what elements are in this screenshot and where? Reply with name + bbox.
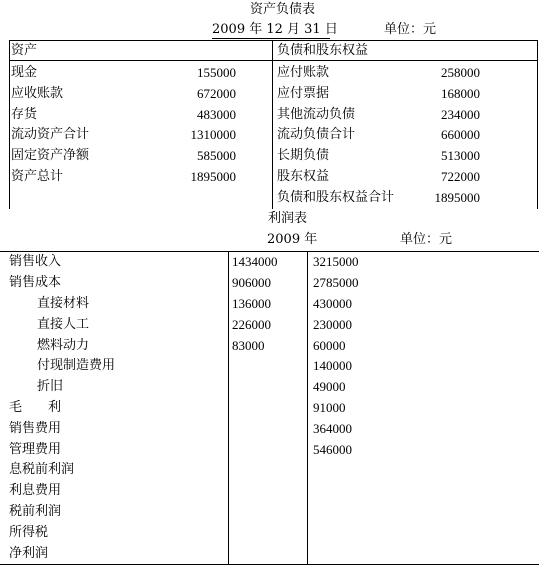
asset-value: 1310000 [190,127,236,142]
bs-header-rule [9,60,537,61]
income-row-label: 直接材料 [37,296,90,311]
asset-label: 固定资产净额 [11,148,90,163]
income-row-value-1: 226000 [232,317,271,332]
income-row-label: 管理费用 [9,442,62,457]
income-row-label: 销售费用 [9,421,62,436]
date-underline [212,38,330,39]
asset-label: 流动资产合计 [11,127,90,142]
income-row-label: 销售收入 [9,254,62,269]
income-row-value-2: 3215000 [313,254,359,269]
balance-sheet-date: 2009 年 12 月 31 日 [212,22,338,37]
bs-right-border [537,40,538,209]
liability-value: 234000 [441,107,480,122]
income-row-label: 燃料动力 [37,338,90,353]
liability-value: 722000 [441,169,480,184]
income-statement-unit: 单位：元 [400,232,453,247]
liability-label: 应付账款 [277,65,330,80]
income-row-value-1: 83000 [232,338,265,353]
liability-label: 股东权益 [277,169,330,184]
income-row-value-2: 140000 [313,358,352,373]
liability-label: 其他流动负债 [277,107,356,122]
liability-value: 660000 [441,127,480,142]
liability-label: 负债和股东权益合计 [277,190,395,205]
asset-value: 1895000 [190,169,236,184]
income-row-value-2: 91000 [313,400,346,415]
income-row-label: 销售成本 [9,275,62,290]
income-row-label: 付现制造费用 [37,358,116,373]
income-row-value-2: 546000 [313,442,352,457]
income-row-value-2: 49000 [313,379,346,394]
liability-value: 258000 [441,65,480,80]
liability-label: 流动负债合计 [277,127,356,142]
liabilities-header: 负债和股东权益 [277,43,369,58]
income-row-label: 净利润 [9,546,49,561]
assets-header: 资产 [11,43,38,58]
asset-value: 585000 [197,148,236,163]
balance-sheet-unit: 单位：元 [384,22,437,37]
income-row-label: 利息费用 [9,483,62,498]
income-row-label: 折旧 [37,379,64,394]
is-col-divider-1 [228,251,229,564]
income-row-label: 直接人工 [37,317,90,332]
liability-value: 513000 [441,148,480,163]
is-bottom-border [0,564,539,565]
income-row-value-1: 1434000 [232,254,278,269]
income-row-label: 所得税 [9,525,49,540]
income-row-value-1: 906000 [232,275,271,290]
asset-label: 存货 [11,107,38,122]
is-top-border [0,251,539,252]
asset-value: 672000 [197,86,236,101]
is-col-divider-2 [307,251,308,564]
asset-value: 483000 [197,107,236,122]
asset-label: 资产总计 [11,169,64,184]
balance-sheet-title: 资产负债表 [250,2,316,17]
bs-mid-divider [272,40,273,209]
asset-label: 应收账款 [11,86,64,101]
income-statement-title: 利润表 [268,211,308,226]
income-row-value-2: 230000 [313,317,352,332]
liability-label: 应付票据 [277,86,330,101]
income-row-label: 息税前利润 [9,462,75,477]
income-row-label: 税前利润 [9,504,62,519]
income-row-value-1: 136000 [232,296,271,311]
asset-label: 现金 [11,65,38,80]
liability-value: 168000 [441,86,480,101]
asset-value: 155000 [197,65,236,80]
income-statement-year: 2009 年 [267,232,318,247]
liability-value: 1895000 [434,190,480,205]
income-row-value-2: 2785000 [313,275,359,290]
liability-label: 长期负债 [277,148,330,163]
bs-left-border [9,40,10,209]
bs-top-border [9,40,537,41]
income-row-value-2: 364000 [313,421,352,436]
income-row-value-2: 60000 [313,338,346,353]
income-row-value-2: 430000 [313,296,352,311]
income-row-label: 毛 利 [9,400,62,415]
